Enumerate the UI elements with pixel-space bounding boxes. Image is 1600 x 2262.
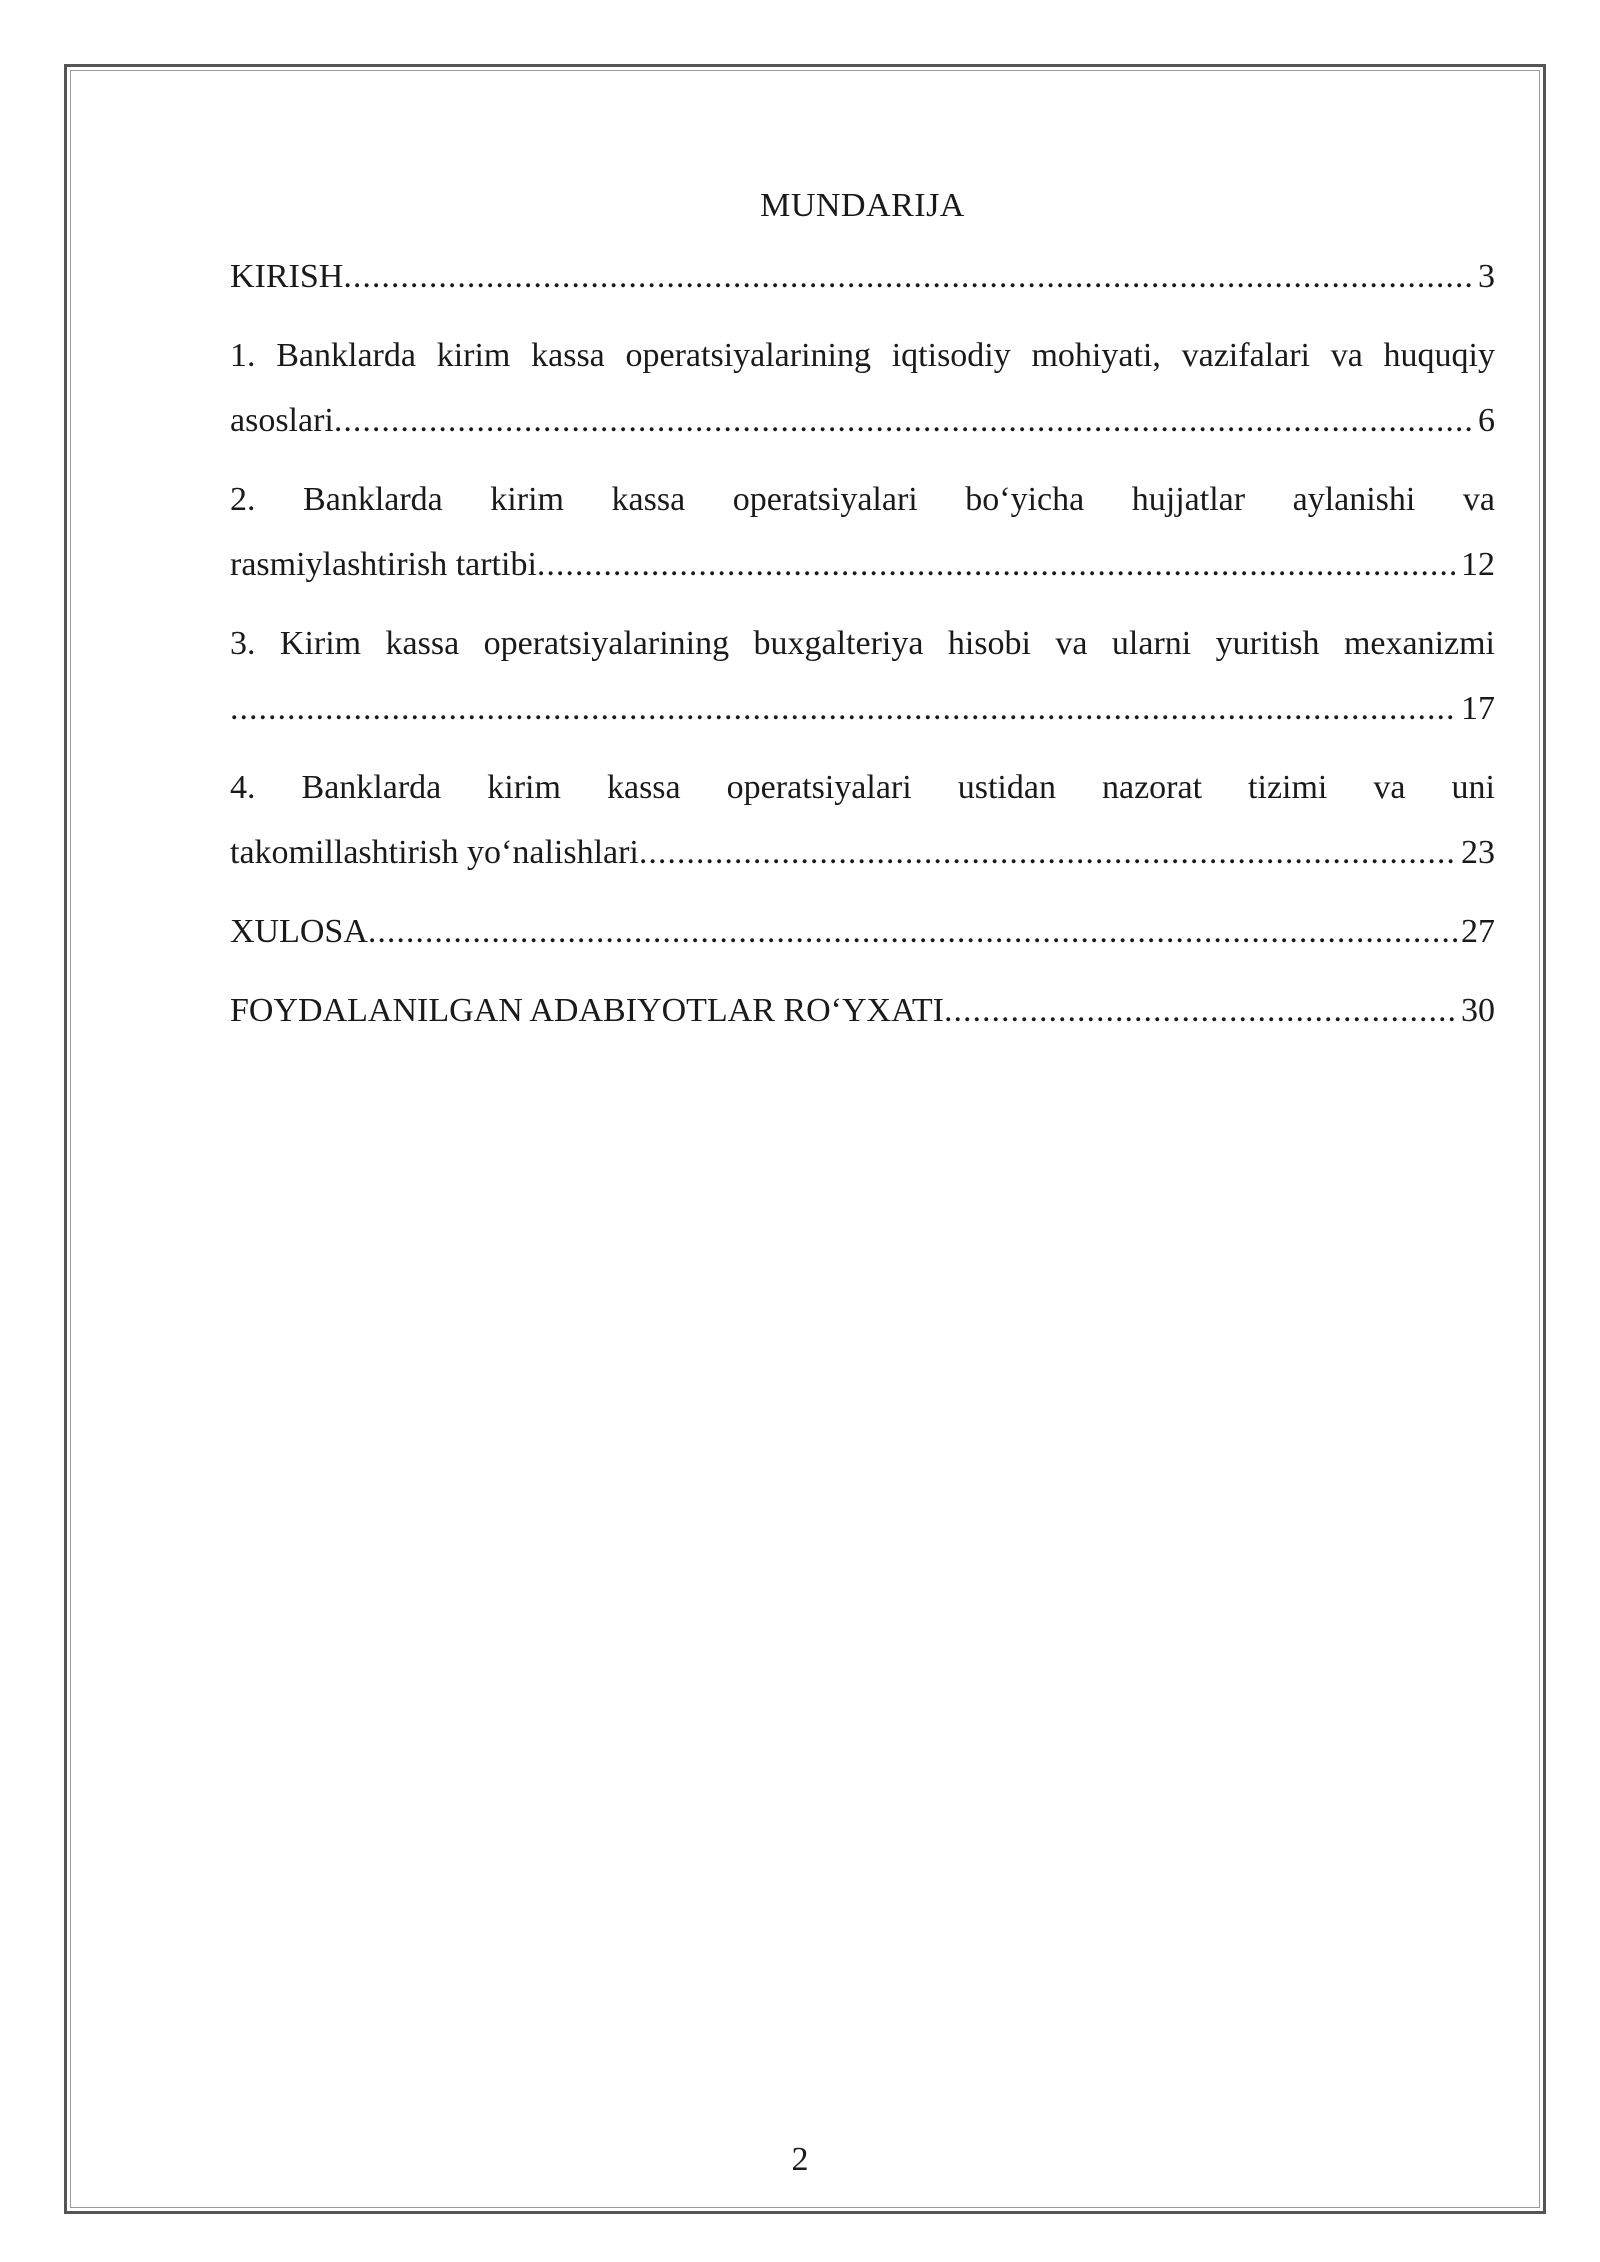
dot-leader	[368, 899, 1457, 964]
toc-entry-label: XULOSA	[230, 913, 368, 950]
toc-page-number: 17	[1461, 690, 1495, 727]
dot-leader	[639, 820, 1457, 885]
dot-leader	[537, 532, 1457, 597]
toc-entry-label: FOYDALANILGAN ADABIYOTLAR RO‘YXATI	[230, 992, 944, 1029]
toc-entry-line	[230, 820, 1495, 885]
toc-entry-heading-line: 3. Kirim kassa operatsiyalarining buxgalteriya hisobi va ularni yuritish mexanizmi	[230, 625, 1495, 662]
toc-entry-heading-line: 1. Banklarda kirim kassa operatsiyalarining iqtisodiy mohiyati, vazifalari va huquqiy	[230, 337, 1495, 374]
toc-entry-label: KIRISH	[230, 258, 344, 295]
toc-entry-section-1[interactable]	[230, 323, 1495, 453]
toc-entry-heading-line: 4. Banklarda kirim kassa operatsiyalari ustidan nazorat tizimi va uni	[230, 769, 1495, 806]
toc-entry-line	[230, 532, 1495, 597]
page-number: 2	[791, 2141, 809, 2178]
dot-leader	[334, 388, 1474, 453]
toc-page-number: 27	[1461, 913, 1495, 950]
toc-entry-heading-line: 2. Banklarda kirim kassa operatsiyalari bo‘yicha hujjatlar aylanishi va	[230, 481, 1495, 518]
toc-entry-line	[230, 676, 1495, 741]
toc-entry-line	[230, 388, 1495, 453]
toc-entry-label: rasmiylashtirish tartibi	[230, 546, 537, 583]
dot-leader	[944, 978, 1457, 1043]
toc-entry-line	[230, 244, 1495, 309]
toc-title: MUNDARIJA	[760, 187, 965, 224]
toc-page-number: 3	[1478, 258, 1495, 295]
toc-entry-line	[230, 899, 1495, 964]
toc-page-number: 23	[1461, 834, 1495, 871]
toc-entry-section-3[interactable]	[230, 611, 1495, 741]
toc-page-number: 6	[1478, 402, 1495, 439]
toc-page-number: 12	[1461, 546, 1495, 583]
dot-leader	[343, 244, 1474, 309]
toc-entry-xulosa[interactable]	[230, 899, 1495, 964]
toc-entry-section-2[interactable]	[230, 467, 1495, 597]
toc-entry-line	[230, 978, 1495, 1043]
toc-entry-label: asoslari	[230, 402, 334, 439]
toc-page-number: 30	[1461, 992, 1495, 1029]
toc-entry-adabiyotlar[interactable]	[230, 978, 1495, 1043]
table-of-contents	[230, 178, 1495, 1057]
toc-entry-section-4[interactable]	[230, 755, 1495, 885]
toc-entry-kirish[interactable]	[230, 244, 1495, 309]
dot-leader	[230, 676, 1457, 741]
toc-entry-label: takomillashtirish yo‘nalishlari	[230, 834, 639, 871]
